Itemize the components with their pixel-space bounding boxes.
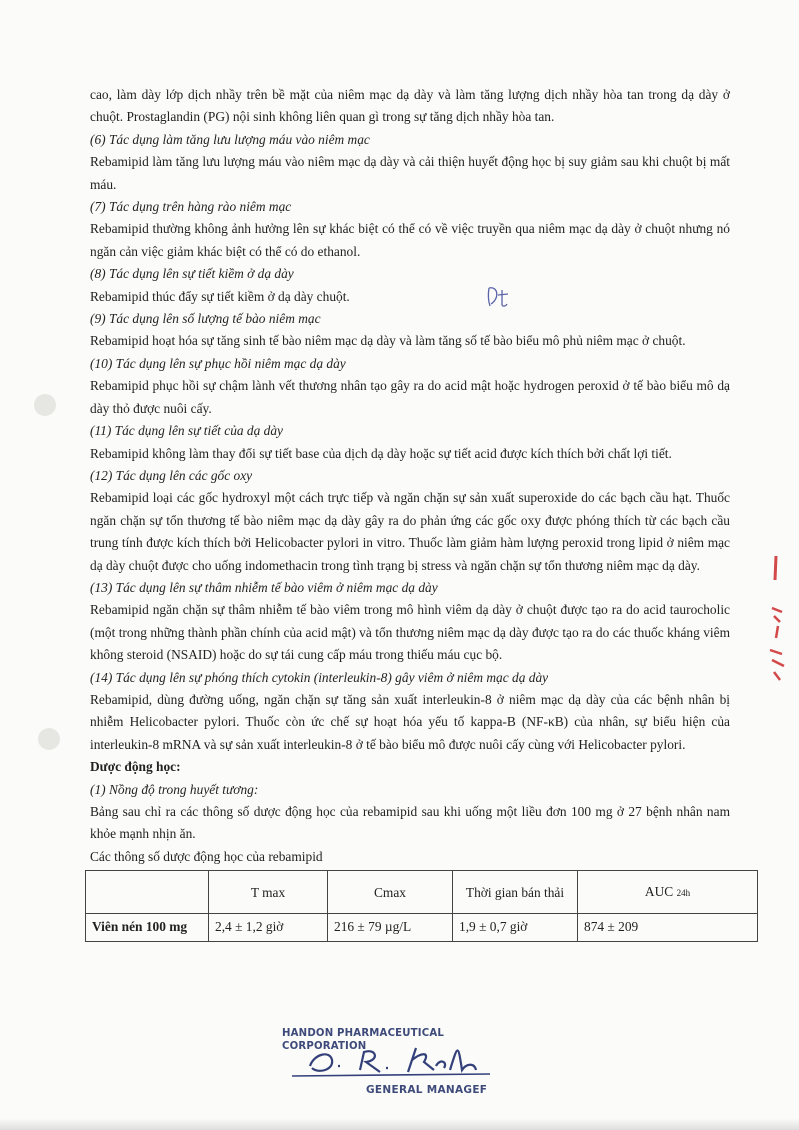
section-heading: (1) Nồng độ trong huyết tương:	[90, 781, 259, 797]
section-heading: (8) Tác dụng lên sự tiết kiềm ở dạ dày	[90, 266, 294, 282]
section-heading: (7) Tác dụng trên hàng rào niêm mạc	[90, 199, 292, 215]
table-caption: Các thông số dược động học của rebamipid	[90, 848, 323, 864]
stamp-title: GENERAL MANAGEF	[366, 1084, 488, 1096]
section-title: Dược động học:	[90, 759, 181, 775]
auc-label: AUC	[644, 883, 674, 899]
section-heading: (6) Tác dụng làm tăng lưu lượng máu vào niêm mạc	[90, 131, 370, 147]
body-paragraph: Rebamipid thường không ảnh hưởng lên sự khác biệt có thể có về việc truyền qua niêm mạc dạ dày ở chuột nhưng nó ngăn cản việc giảm khác biệt có thể có do ethanol.	[90, 221, 730, 259]
handwritten-margin-mark	[484, 284, 514, 315]
table-header-row	[86, 871, 758, 914]
body-paragraph: Bảng sau chỉ ra các thông số dược động học của rebamipid sau khi uống một liều đơn 100 mg ở 27 bệnh nhân nam khỏe mạnh nhịn ăn.	[90, 804, 730, 842]
body-paragraph: Rebamipid hoạt hóa sự tăng sinh tế bào niêm mạc dạ dày và làm tăng số tế bào biểu mô phủ niêm mạc ở chuột.	[90, 333, 686, 349]
punch-hole-mark	[38, 728, 60, 750]
body-paragraph: cao, làm dày lớp dịch nhầy trên bề mặt của niêm mạc dạ dày và làm tăng lượng dịch nhầy hòa tan trong dạ dày ở chuột. Prostaglandin (PG) nội sinh không liên quan gì trong sự tăng dịch nhầy hòa tan.	[90, 87, 730, 125]
signature-stamp	[260, 1026, 540, 1106]
section-heading: (9) Tác dụng lên số lượng tế bào niêm mạc	[90, 311, 321, 327]
punch-hole-mark	[34, 394, 56, 416]
section-heading: (14) Tác dụng lên sự phóng thích cytokin (interleukin-8) gây viêm ở niêm mạc dạ dày	[90, 669, 549, 685]
document-body	[90, 84, 730, 846]
table-cell-cmax: 216 ± 79 µg/L	[328, 914, 453, 941]
section-heading: (11) Tác dụng lên sự tiết của dạ dày	[90, 423, 283, 439]
body-paragraph: Rebamipid thúc đẩy sự tiết kiềm ở dạ dày chuột.	[90, 288, 350, 304]
section-heading: (10) Tác dụng lên sự phục hồi niêm mạc dạ dày	[90, 355, 346, 371]
handwritten-signature-icon	[290, 1040, 520, 1080]
red-edge-marks-icon	[762, 550, 792, 700]
body-paragraph: Rebamipid không làm thay đổi sự tiết base của dịch dạ dày hoặc sự tiết acid được kích thích bởi chất lợi tiết.	[90, 445, 672, 461]
pharmacokinetic-table	[85, 870, 758, 941]
table-header-empty	[86, 871, 209, 914]
table-header-tmax: T max	[209, 871, 328, 914]
page-content	[90, 84, 730, 942]
body-paragraph: Rebamipid làm tăng lưu lượng máu vào niêm mạc dạ dày và cải thiện huyết động học bị suy giảm sau khi chuột bị mất máu.	[90, 154, 730, 192]
section-heading: (13) Tác dụng lên sự thâm nhiễm tế bào viêm ở niêm mạc dạ dày	[90, 579, 438, 595]
body-paragraph: Rebamipid ngăn chặn sự thâm nhiễm tế bào viêm trong mô hình viêm dạ dày ở chuột được tạo ra do acid taurocholic (một trong những thành phần chính của acid mật) và tổn thương niêm mạc dạ dày được tạo ra do các thuốc kháng viêm không steroid (NSAID) hoặc do sự tái cung cấp máu trong thiếu máu cục bộ.	[90, 602, 730, 663]
scan-bottom-edge	[0, 1118, 799, 1130]
table-header-auc	[578, 871, 758, 914]
table-cell-tmax: 2,4 ± 1,2 giờ	[209, 914, 328, 941]
margin-mark-icon	[484, 284, 514, 310]
table-cell-form: Viên nén 100 mg	[86, 914, 209, 941]
table-cell-auc: 874 ± 209	[578, 914, 758, 941]
stamp-company-name: HANDON PHARMACEUTICAL CORPORATION	[282, 1026, 444, 1052]
section-heading: (12) Tác dụng lên các gốc oxy	[90, 467, 253, 483]
body-paragraph: Rebamipid loại các gốc hydroxyl một cách trực tiếp và ngăn chặn sự sản xuất superoxide do các bạch cầu hạt. Thuốc ngăn chặn sự tổn thương tế bào niêm mạc dạ dày gây ra do phản ứng các gốc oxy được phóng thích từ các bạch cầu trung tính được kích thích bởi Helicobacter pylori in vitro. Thuốc làm giảm hàm lượng peroxid trong lipid ở niêm mạc dạ dày chuột được cho uống indomethacin trong tình trạng bị stress và ngăn chặn sự tổn thương niêm mạc dạ dày.	[90, 490, 730, 573]
body-paragraph: Rebamipid, dùng đường uống, ngăn chặn sự tăng sản xuất interleukin-8 ở niêm mạc dạ dày của các bệnh nhân bị nhiễm Helicobacter pylori. Thuốc còn ức chế sự hoạt hóa yếu tố kappa-B (NF-κB) của nhân, sự biểu hiện của interleukin-8 mRNA và sự sản xuất interleukin-8 ở tế bào biểu mô được nuôi cấy cùng với Helicobacter pylori.	[90, 691, 730, 752]
edge-stamp-marks	[762, 550, 792, 705]
table-row	[86, 914, 758, 941]
body-paragraph: Rebamipid phục hồi sự chậm lành vết thương nhân tạo gây ra do acid mật hoặc hydrogen peroxid ở tế bào biểu mô dạ dày thỏ được nuôi cấy.	[90, 378, 730, 416]
table-cell-half-life: 1,9 ± 0,7 giờ	[453, 914, 578, 941]
auc-subscript: 24h	[676, 887, 691, 898]
table-header-cmax: Cmax	[328, 871, 453, 914]
table-header-half-life: Thời gian bán thải	[453, 871, 578, 914]
